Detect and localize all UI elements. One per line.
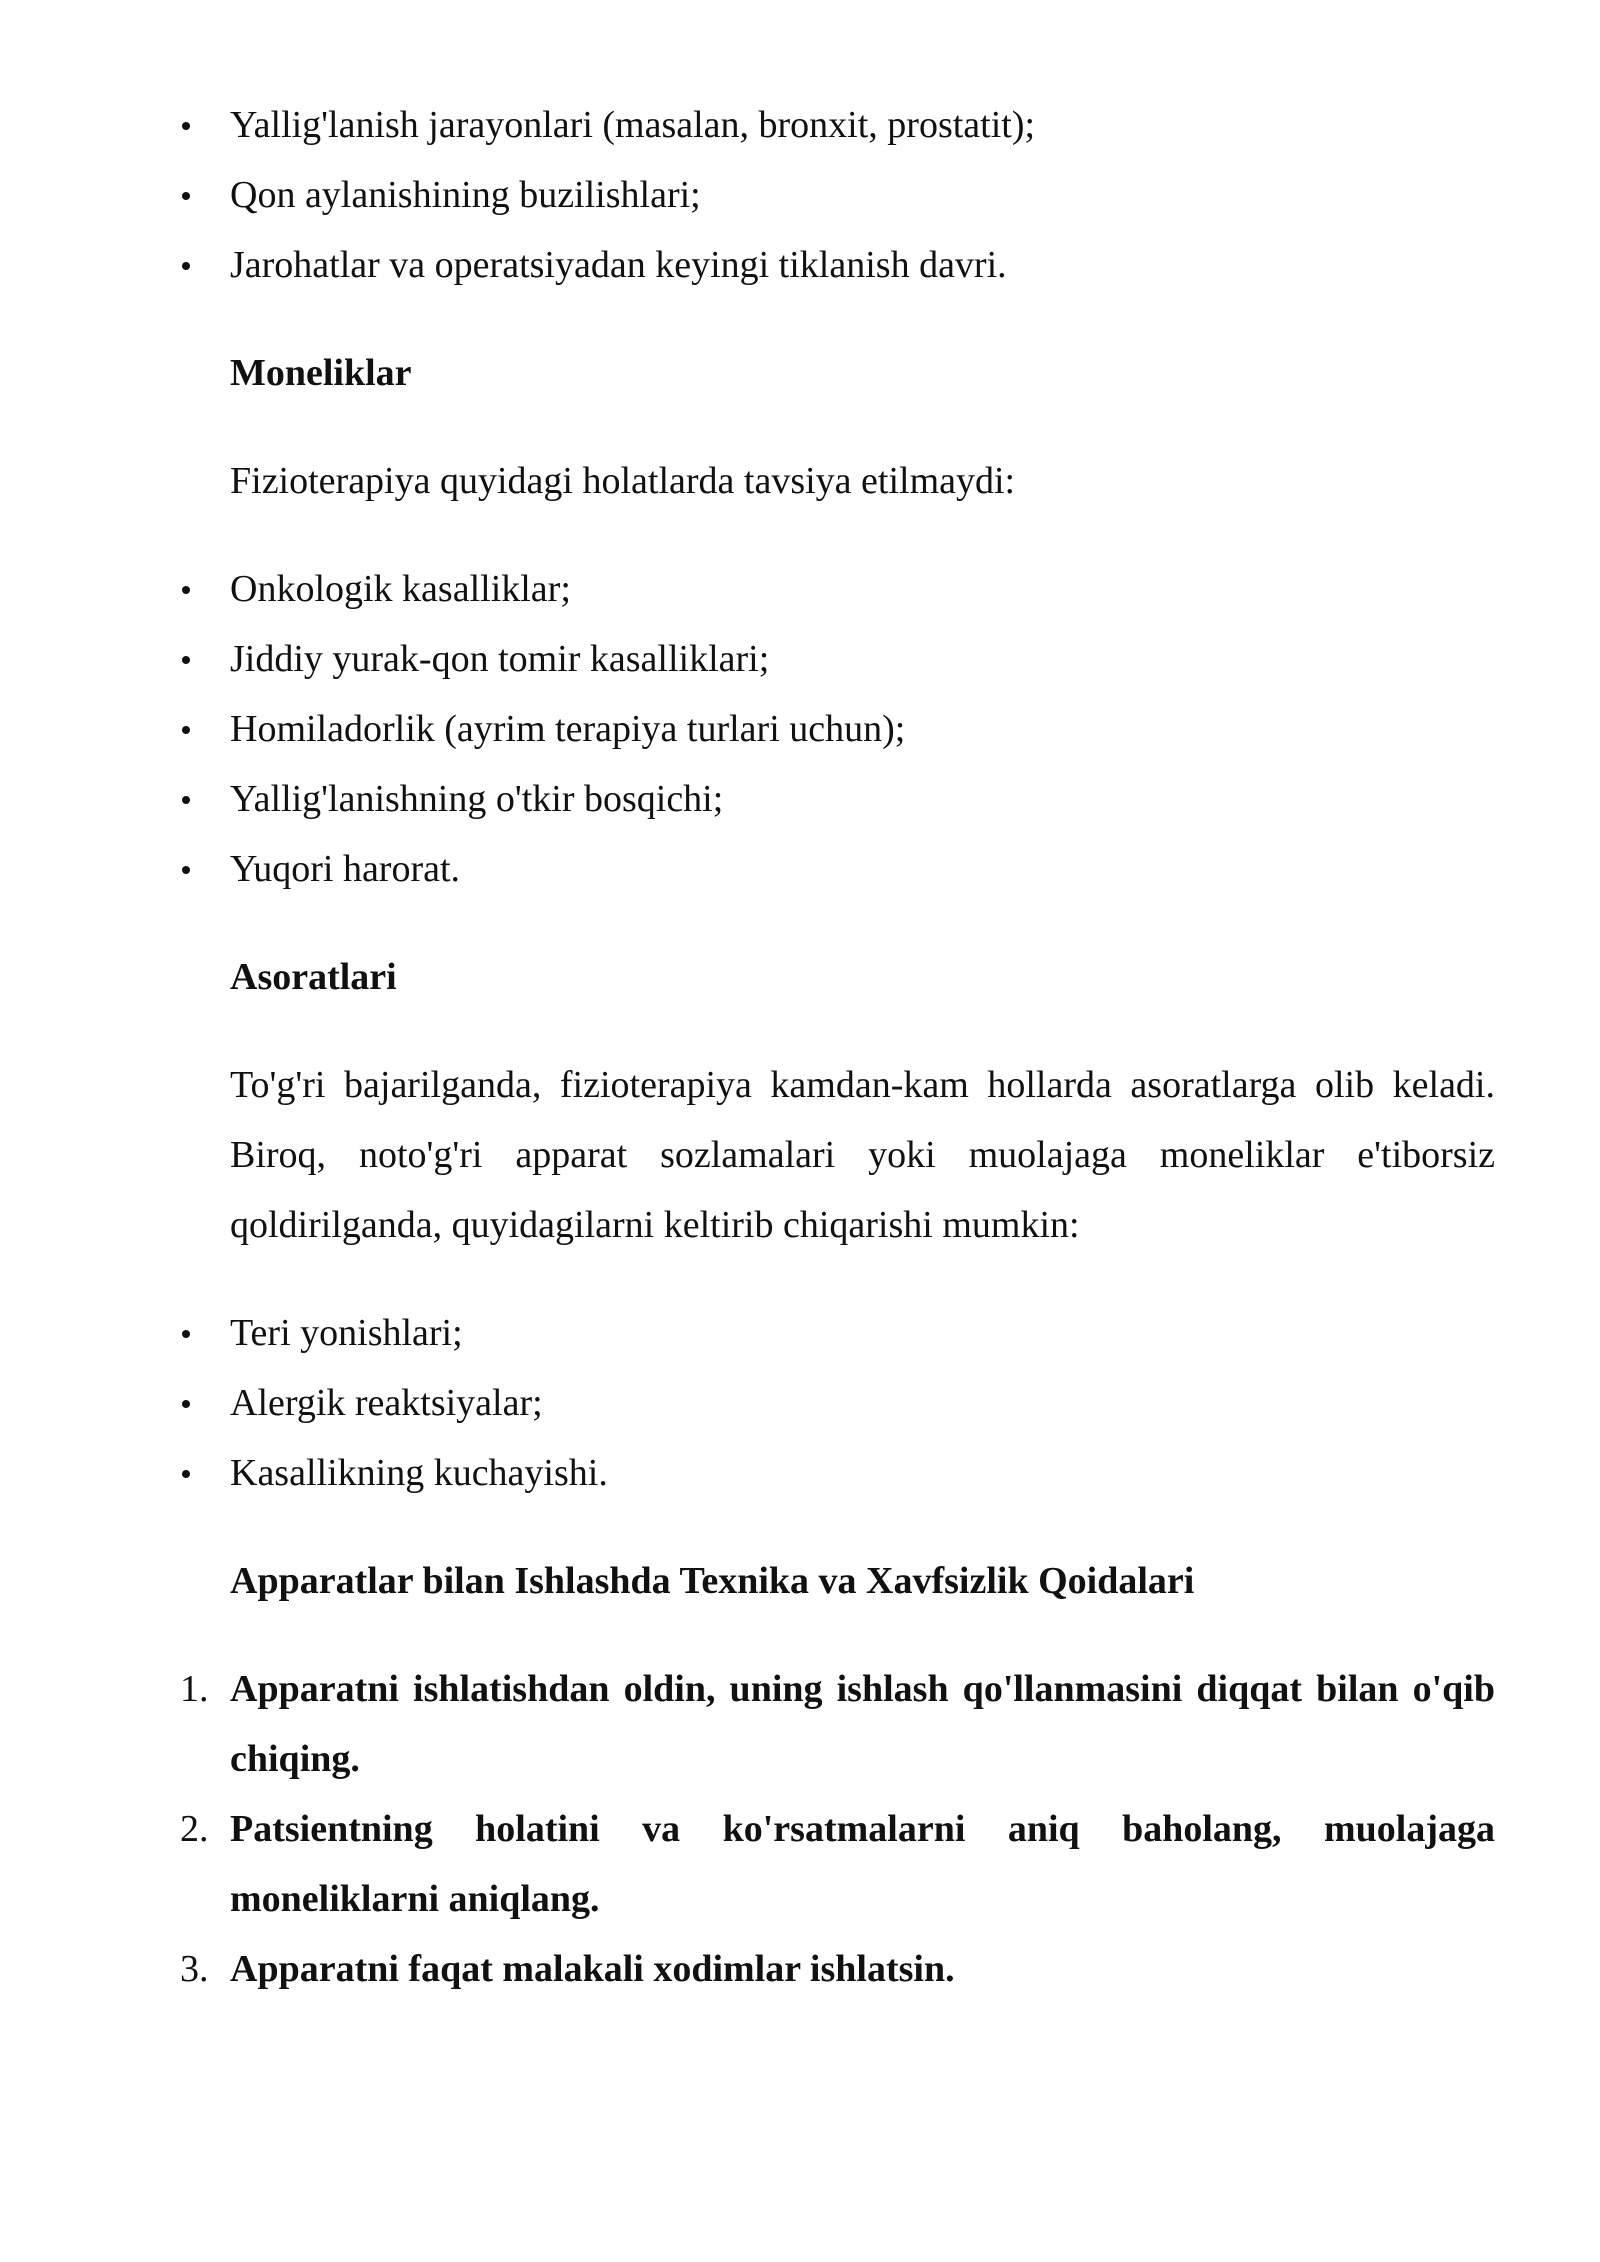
section-heading-qoidalar: Apparatlar bilan Ishlashda Texnika va Xavfsizlik Qoidalari — [230, 1560, 1195, 1602]
list-item-text: Apparatni ishlatishdan oldin, uning ishlash qo'llanmasini diqqat bilan o'qib chiqing. — [230, 1668, 1495, 1780]
list-number: 3. — [180, 1948, 209, 1990]
list-item: Alergik reaktsiyalar; — [230, 1368, 1495, 1438]
list-item: Kasallikning kuchayishi. — [230, 1438, 1495, 1508]
moneliklar-intro: Fizioterapiya quyidagi holatlarda tavsiya etilmaydi: — [230, 460, 1016, 502]
list-item: Qon aylanishining buzilishlari; — [230, 160, 1495, 230]
list-item: Yuqori harorat. — [230, 834, 1495, 904]
list-item: Teri yonishlari; — [230, 1298, 1495, 1368]
list-item — [180, 1934, 1495, 2004]
indications-list — [230, 90, 1495, 300]
list-item: Yallig'lanishning o'tkir bosqichi; — [230, 764, 1495, 834]
list-number: 2. — [180, 1808, 209, 1850]
list-item: Jarohatlar va operatsiyadan keyingi tiklanish davri. — [230, 230, 1495, 300]
list-number: 1. — [180, 1668, 209, 1710]
list-item: Yallig'lanish jarayonlari (masalan, bronxit, prostatit); — [230, 90, 1495, 160]
list-item-text: Apparatni faqat malakali xodimlar ishlatsin. — [230, 1948, 955, 1990]
complications-list — [230, 1298, 1495, 1508]
list-item — [180, 1794, 1495, 1934]
asoratlari-intro: To'g'ri bajarilganda, fizioterapiya kamdan-kam hollarda asoratlarga olib keladi. Biroq, noto'g'ri apparat sozlamalari yoki muolajaga moneliklar e'tiborsiz qoldirilganda, quyidagilarni keltirib chiqarishi mumkin: — [230, 1064, 1495, 1246]
list-item: Onkologik kasalliklar; — [230, 554, 1495, 624]
list-item: Homiladorlik (ayrim terapiya turlari uchun); — [230, 694, 1495, 764]
contraindications-list — [230, 554, 1495, 904]
list-item-text: Patsientning holatini va ko'rsatmalarni aniq baholang, muolajaga moneliklarni aniqlang. — [230, 1808, 1495, 1920]
list-item: Jiddiy yurak-qon tomir kasalliklari; — [230, 624, 1495, 694]
list-item — [180, 1654, 1495, 1794]
section-heading-asoratlari: Asoratlari — [230, 956, 397, 998]
document-body — [180, 90, 1495, 2004]
section-heading-moneliklar: Moneliklar — [230, 352, 412, 394]
safety-rules-list — [180, 1654, 1495, 2004]
